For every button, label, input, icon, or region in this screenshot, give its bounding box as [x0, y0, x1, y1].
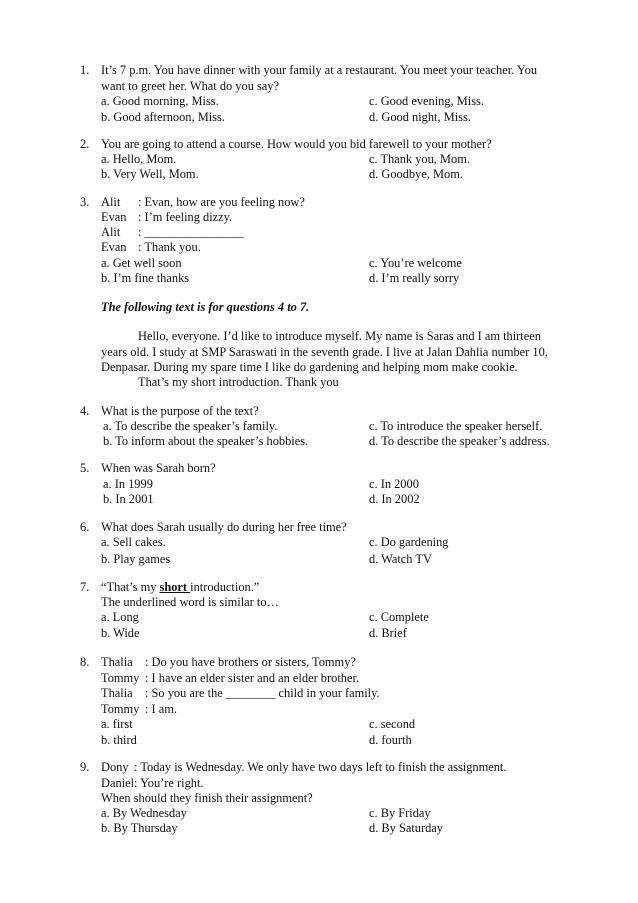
q3-option-c: c. You’re welcome [369, 256, 462, 270]
q9-option-b: b. By Thursday [101, 821, 178, 835]
q7-stem-line2: The underlined word is similar to… [101, 595, 279, 609]
q3-speaker-1: Alit [101, 195, 121, 209]
q3-speaker-4: Evan [101, 240, 127, 254]
q7-stem [101, 580, 259, 595]
q8-dialogue-4: : I am. [145, 702, 177, 716]
passage-line-4: That’s my short introduction. Thank you [138, 375, 339, 389]
q5-stem: When was Sarah born? [101, 461, 216, 475]
q7-stem-post: introduction.” [190, 580, 260, 594]
q4-option-d: d. To describe the speaker’s address. [369, 434, 550, 448]
q3-dialogue-4: : Thank you. [138, 240, 201, 254]
passage-line-2: years old. I study at SMP Saraswati in the seventh grade. I live at Jalan Dahlia number 10, [101, 345, 548, 359]
q4-option-a: a. To describe the speaker’s family. [103, 419, 278, 433]
q1-option-d: d. Good night, Miss. [369, 110, 471, 124]
q9-option-d: d. By Saturday [369, 821, 443, 835]
q8-option-c: c. second [369, 717, 416, 731]
q6-option-c: c. Do gardening [369, 535, 449, 549]
q6-option-a: a. Sell cakes. [101, 535, 166, 549]
q2-stem: You are going to attend a course. How would you bid farewell to your mother? [101, 137, 492, 151]
q1-option-a: a. Good morning, Miss. [101, 94, 219, 108]
q9-stem: When should they finish their assignment? [101, 791, 313, 805]
q7-underlined-word: short [159, 580, 191, 594]
q8-speaker-4: Tommy [101, 702, 140, 716]
q1-option-c: c. Good evening, Miss. [369, 94, 484, 108]
q1-stem-line1: It’s 7 p.m. You have dinner with your family at a restaurant. You meet your teacher. You [101, 63, 538, 77]
q8-option-a: a. first [101, 717, 133, 731]
q5-number: 5. [80, 461, 90, 475]
q3-dialogue-3: : ________________ [138, 225, 244, 239]
q2-option-b: b. Very Well, Mom. [101, 167, 199, 181]
q6-option-d: d. Watch TV [369, 552, 432, 566]
q5-option-c: c. In 2000 [369, 477, 419, 491]
q2-number: 2. [80, 137, 90, 151]
q8-speaker-1: Thalia [101, 655, 133, 669]
q8-number: 8. [80, 655, 90, 669]
q9-option-a: a. By Wednesday [101, 806, 187, 820]
q5-option-b: b. In 2001 [103, 492, 154, 506]
q8-option-b: b. third [101, 733, 137, 747]
q3-dialogue-2: : I’m feeling dizzy. [138, 210, 233, 224]
q9-dialogue-2: : You’re right. [134, 776, 204, 790]
q3-speaker-3: Alit [101, 225, 121, 239]
q8-speaker-2: Tommy [101, 671, 140, 685]
q3-option-b: b. I’m fine thanks [101, 271, 190, 285]
q4-stem: What is the purpose of the text? [101, 404, 259, 418]
q8-dialogue-3: : So you are the ________ child in your family. [145, 686, 380, 700]
q7-stem-pre: “That’s my [101, 580, 160, 594]
passage-line-1: Hello, everyone. I’d like to introduce myself. My name is Saras and I am thirteen [138, 329, 541, 343]
q4-option-b: b. To inform about the speaker’s hobbies. [103, 434, 309, 448]
q7-option-b: b. Wide [101, 626, 140, 640]
q1-number: 1. [80, 63, 90, 77]
q5-option-d: d. In 2002 [369, 492, 420, 506]
passage-heading: The following text is for questions 4 to 7. [101, 300, 310, 314]
q9-option-c: c. By Friday [369, 806, 431, 820]
q1-option-b: b. Good afternoon, Miss. [101, 110, 225, 124]
q7-number: 7. [80, 580, 90, 594]
q8-speaker-3: Thalia [101, 686, 133, 700]
q3-dialogue-1: : Evan, how are you feeling now? [138, 195, 305, 209]
q7-option-c: c. Complete [369, 610, 429, 624]
q3-number: 3. [80, 195, 90, 209]
q1-stem-line2: want to greet her. What do you say? [101, 79, 280, 93]
q3-speaker-2: Evan [101, 210, 127, 224]
q4-option-c: c. To introduce the speaker herself. [369, 419, 543, 433]
q3-option-a: a. Get well soon [101, 256, 182, 270]
q2-option-d: d. Goodbye, Mom. [369, 167, 463, 181]
q3-option-d: d. I’m really sorry [369, 271, 460, 285]
q7-option-a: a. Long [101, 610, 139, 624]
q8-dialogue-2: : I have an elder sister and an elder brother. [145, 671, 359, 685]
q9-speaker-1: Dony [101, 760, 129, 774]
q2-option-c: c. Thank you, Mom. [369, 152, 470, 166]
q2-option-a: a. Hello, Mom. [101, 152, 177, 166]
q5-option-a: a. In 1999 [103, 477, 153, 491]
q9-dialogue-1: : Today is Wednesday. We only have two days left to finish the assignment. [134, 760, 507, 774]
q6-number: 6. [80, 520, 90, 534]
q8-dialogue-1: : Do you have brothers or sisters, Tommy? [145, 655, 356, 669]
passage-line-3: Denpasar. During my spare time I like do gardening and helping mom make cookie. [101, 360, 518, 374]
q6-option-b: b. Play games [101, 552, 171, 566]
q6-stem: What does Sarah usually do during her free time? [101, 520, 347, 534]
q4-number: 4. [80, 404, 90, 418]
q8-option-d: d. fourth [369, 733, 412, 747]
q7-option-d: d. Brief [369, 626, 407, 640]
q9-number: 9. [80, 760, 90, 774]
q9-speaker-2: Daniel [101, 776, 135, 790]
